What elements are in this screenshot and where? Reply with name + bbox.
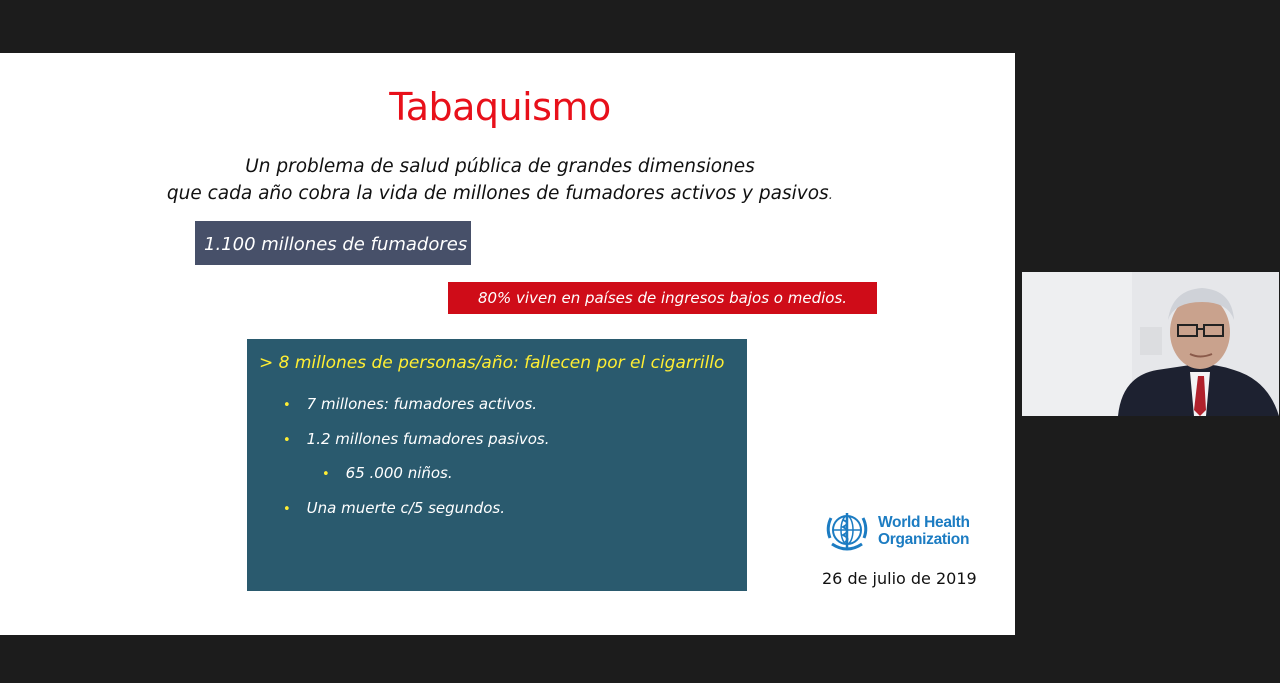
presentation-slide [0, 53, 1015, 635]
smokers-count-box: 1.100 millones de fumadores [195, 221, 471, 265]
deaths-item-text: Una muerte c/5 segundos. [306, 499, 505, 517]
deaths-item-text: 7 millones: fumadores activos. [306, 395, 538, 413]
subtitle-line-2 [150, 180, 850, 209]
bullet-icon: • [283, 502, 291, 517]
who-logo [822, 508, 982, 556]
who-logo-text [878, 514, 970, 548]
subtitle-line-2-text: que cada año cobra la vida de millones de fumadores activos y pasivos [166, 183, 829, 204]
subtitle-line-1: Un problema de salud pública de grandes dimensiones [245, 156, 755, 177]
deaths-heading: > 8 millones de personas/año: fallecen por el cigarrillo [259, 353, 725, 373]
deaths-item-text: 1.2 millones fumadores pasivos. [306, 430, 550, 448]
who-logo-line-1: World Health [878, 514, 970, 531]
bullet-icon: • [283, 398, 291, 413]
slide-title: Tabaquismo [389, 85, 611, 129]
slide-date: 26 de julio de 2019 [822, 569, 977, 588]
deaths-item [283, 395, 537, 413]
deaths-item [283, 499, 505, 517]
participant-video-image [1022, 272, 1279, 416]
deaths-item-text: 65 .000 niños. [345, 464, 453, 482]
participant-video-tile[interactable] [1022, 272, 1279, 416]
subtitle-period: . [828, 187, 834, 203]
income-countries-box: 80% viven en países de ingresos bajos o medios. [448, 282, 877, 314]
bullet-icon: • [283, 433, 291, 448]
slide-subtitle [150, 153, 850, 209]
deaths-item [283, 430, 550, 448]
bullet-icon: • [322, 467, 330, 482]
deaths-subitem [322, 464, 453, 482]
who-emblem-icon [822, 508, 872, 556]
who-logo-line-2: Organization [878, 531, 970, 548]
deaths-box [247, 339, 747, 591]
